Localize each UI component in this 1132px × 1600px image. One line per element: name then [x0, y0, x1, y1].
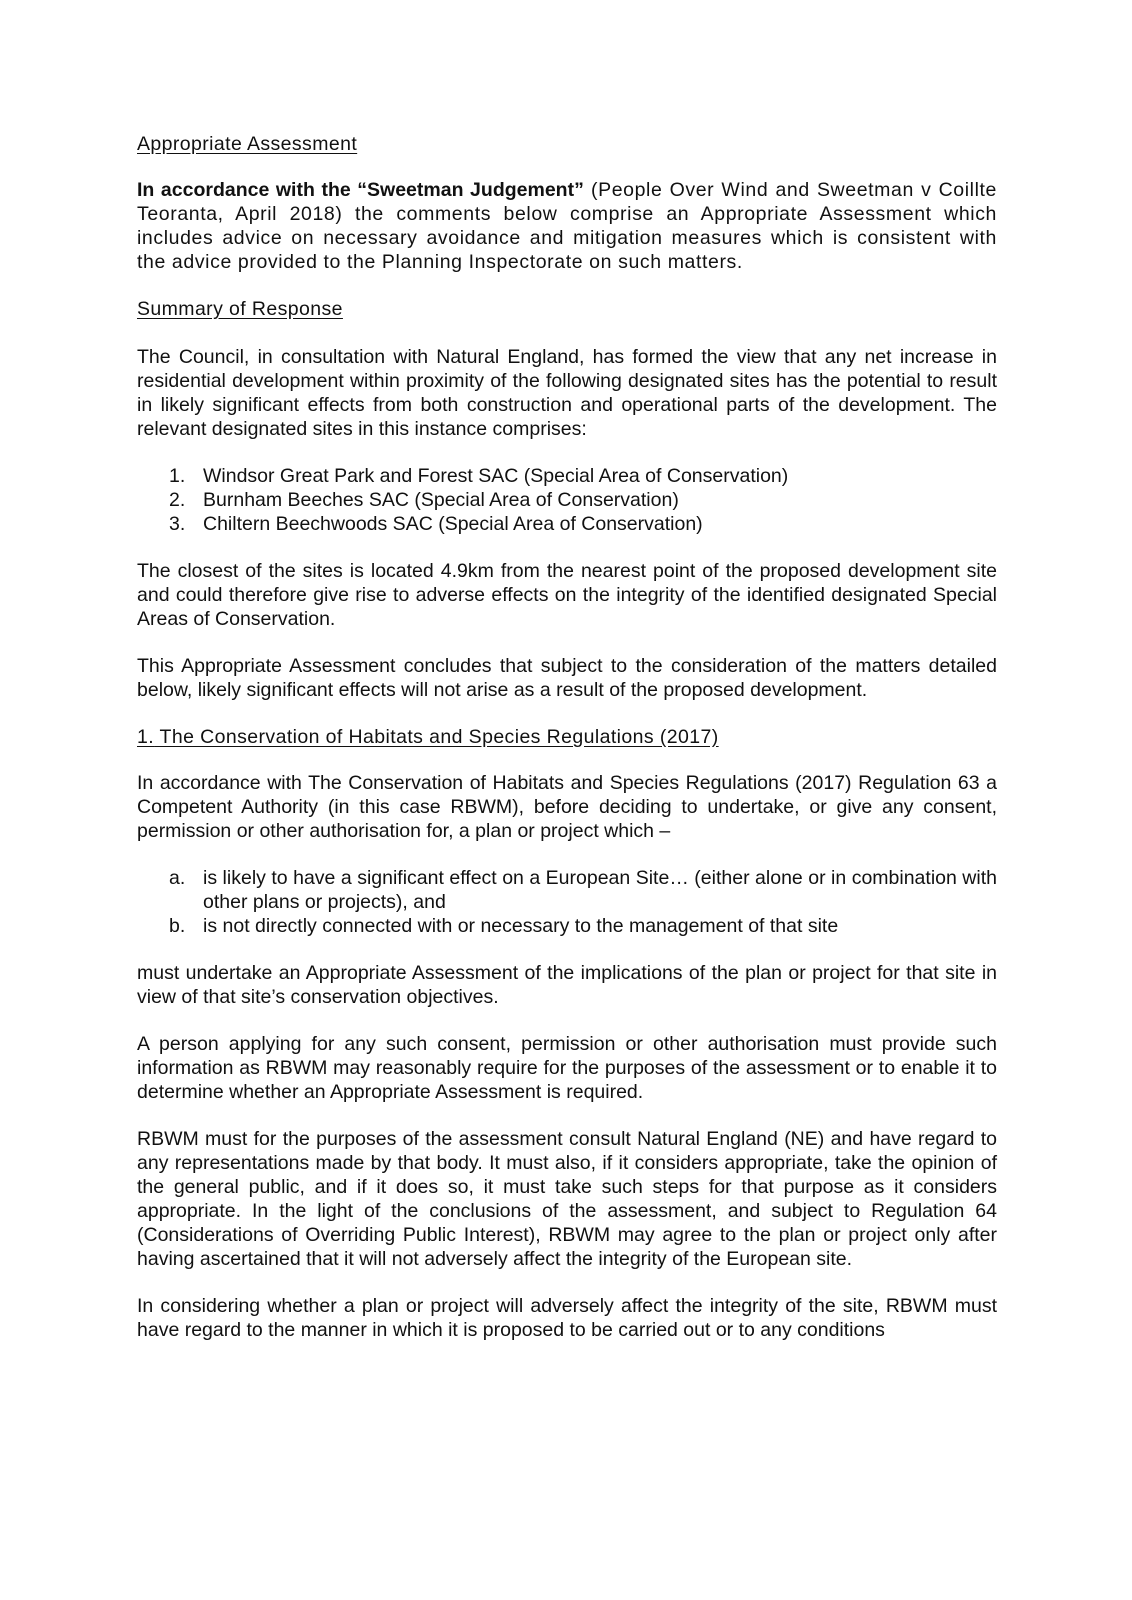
conclusion-paragraph: This Appropriate Assessment concludes that subject to the consideration of the matters detailed below, likely significant effects will not arise as a result of the proposed development. [137, 655, 997, 701]
intro-paragraph [137, 178, 997, 274]
heading-appropriate-assessment: Appropriate Assessment [137, 133, 358, 155]
list-item-number: 2. [169, 489, 186, 511]
list-item [137, 488, 997, 512]
list-item-text: is not directly connected with or necessary to the management of that site [203, 915, 839, 937]
list-item [137, 512, 997, 536]
council-paragraph: The Council, in consultation with Natural England, has formed the view that any net increase in residential development within proximity of the following designated sites has the potential to result in likely significant effects from both construction and operational parts of the development. The relevant designated sites in this instance comprises: [137, 346, 997, 440]
must-undertake-paragraph: must undertake an Appropriate Assessment of the implications of the plan or project for that site in view of that site’s conservation objectives. [137, 962, 997, 1008]
intro-bold-lead: In accordance with the “Sweetman Judgement” [137, 179, 584, 201]
document-page [137, 132, 997, 1365]
closest-site-paragraph: The closest of the sites is located 4.9km from the nearest point of the proposed development site and could therefore give rise to adverse effects on the integrity of the identified designated Special Areas of Conservation. [137, 560, 997, 630]
list-item-letter: a. [169, 867, 186, 889]
list-item-number: 3. [169, 513, 186, 535]
list-item-text: Windsor Great Park and Forest SAC (Special Area of Conservation) [203, 465, 789, 487]
section-number: 1. [137, 726, 155, 748]
list-item [137, 464, 997, 488]
list-item-text: is likely to have a significant effect on a European Site… (either alone or in combination with other plans or projects), and [203, 867, 997, 913]
regulation-63-paragraph: In accordance with The Conservation of Habitats and Species Regulations (2017) Regulation 63 a Competent Authority (in this case RBWM), before deciding to undertake, or give any consent, permission or other authorisation for, a plan or project which – [137, 772, 997, 842]
list-item-text: Chiltern Beechwoods SAC (Special Area of Conservation) [203, 513, 703, 535]
considering-paragraph: In considering whether a plan or project will adversely affect the integrity of the site, RBWM must have regard to the manner in which it is proposed to be carried out or to any conditions [137, 1295, 997, 1341]
list-item-text: Burnham Beeches SAC (Special Area of Conservation) [203, 489, 679, 511]
list-item-letter: b. [169, 915, 186, 937]
person-applying-paragraph: A person applying for any such consent, permission or other authorisation must provide such information as RBWM may reasonably require for the purposes of the assessment or to enable it to determine whether an Appropriate Assessment is required. [137, 1033, 997, 1103]
heading-regulations [137, 725, 997, 749]
intro-rest: (People Over Wind and Sweetman v Coillte Teoranta, April 2018) the comments below comprise an Appropriate Assessment which includes advice on necessary avoidance and mitigation measures which is consistent with the advice provided to the Planning Inspectorate on such matters. [137, 179, 997, 273]
heading-summary-of-response: Summary of Response [137, 298, 343, 320]
designated-sites-list [137, 464, 997, 536]
list-item [137, 914, 997, 938]
section-title: The Conservation of Habitats and Species Regulations (2017) [154, 726, 719, 748]
list-item [137, 866, 997, 914]
rbwm-consult-paragraph: RBWM must for the purposes of the assessment consult Natural England (NE) and have regard to any representations made by that body. It must also, if it considers appropriate, take the opinion of the general public, and if it does so, it must take such steps for that purpose as it considers appropriate. In the light of the conclusions of the assessment, and subject to Regulation 64 (Considerations of Overriding Public Interest), RBWM may agree to the plan or project only after having ascertained that it will not adversely affect the integrity of the European site. [137, 1128, 997, 1270]
list-item-number: 1. [169, 465, 186, 487]
conditions-list [137, 866, 997, 938]
